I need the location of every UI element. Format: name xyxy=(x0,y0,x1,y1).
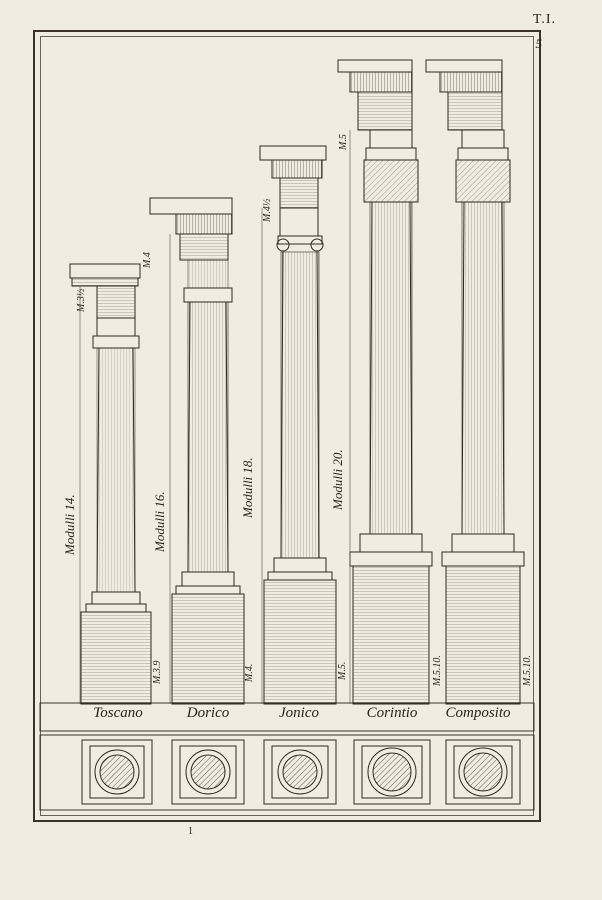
order-name-jonico: Jonico xyxy=(279,705,319,721)
plan-views xyxy=(82,740,520,804)
plate-label: T.I. xyxy=(532,12,556,27)
shaft-label-jonico: Modulli 18. xyxy=(240,457,255,518)
column-dorico xyxy=(150,198,244,704)
pedestal-label-jonico: M.5. xyxy=(337,661,348,680)
order-name-dorico: Dorico xyxy=(186,705,230,721)
column-jonico xyxy=(260,146,336,704)
column-corintio xyxy=(338,60,432,704)
shaft-label-dorico: Modulli 16. xyxy=(152,491,167,552)
order-name-composito: Composito xyxy=(445,705,511,721)
top-label-corintio: M.5 xyxy=(338,134,349,150)
bottom-mark: 1 xyxy=(188,826,193,837)
order-name-toscano: Toscano xyxy=(93,705,143,721)
pedestal-label-composito: M.5.10. xyxy=(522,655,533,686)
top-label-dorico: M.4 xyxy=(142,252,153,268)
column-toscano xyxy=(70,264,151,704)
shaft-label-toscano: Modulli 14. xyxy=(62,494,77,555)
order-name-corintio: Corintio xyxy=(366,705,418,721)
top-label-jonico: M.4½ xyxy=(262,198,273,222)
pedestal-label-corintio: M.5.10. xyxy=(432,655,443,686)
shaft-label-corintio: Modulli 20. xyxy=(330,449,345,510)
column-composito xyxy=(426,60,524,704)
top-label-toscano: M.3½ xyxy=(76,288,87,312)
pedestal-label-toscano: M.3.9 xyxy=(152,660,163,684)
pedestal-label-dorico: M.4. xyxy=(244,663,255,682)
page-number: 5 xyxy=(535,36,542,51)
